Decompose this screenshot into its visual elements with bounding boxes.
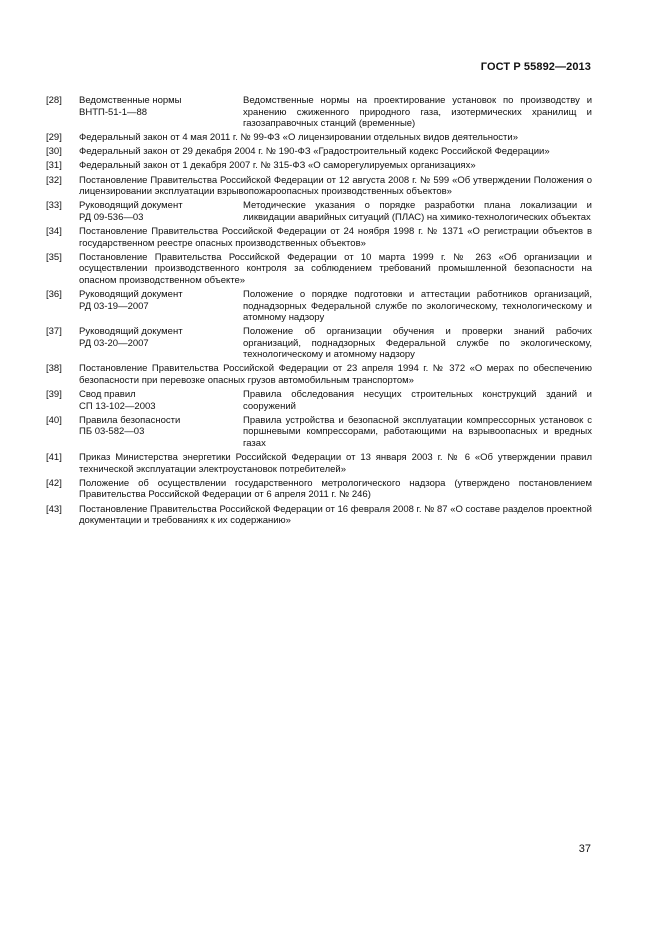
reference-item	[46, 200, 592, 223]
reference-doc-kind: Правила безопасности	[79, 414, 181, 426]
reference-title: Правила обследования несущих строительных конструкций зданий и сооружений	[243, 389, 592, 412]
reference-number: [40]	[46, 414, 62, 426]
reference-doc-type	[79, 326, 243, 361]
bibliography-list	[46, 95, 592, 529]
reference-doc-code: ВНТП-51-1—88	[79, 106, 148, 118]
reference-doc-kind: Ведомственные нормы	[79, 95, 182, 106]
reference-body	[79, 132, 592, 144]
reference-doc-type	[79, 389, 243, 412]
reference-body	[79, 452, 592, 475]
reference-number: [41]	[46, 452, 62, 464]
reference-item	[46, 415, 592, 450]
reference-body	[79, 95, 592, 130]
reference-doc-code: РД 09-536—03	[79, 211, 144, 223]
reference-doc-kind: Руководящий документ	[79, 326, 183, 338]
reference-text: Федеральный закон от 29 декабря 2004 г. № 190-ФЗ «Градостроительный кодекс Российской Федерации»	[79, 146, 550, 158]
reference-body	[79, 289, 592, 324]
reference-item	[46, 226, 592, 249]
reference-number: [30]	[46, 146, 62, 158]
reference-text: Положение об осуществлении государственного метрологического надзора (утверждено постановлением Правительства Российской Федерации от 6 апреля 2011 г. № 246)	[79, 477, 592, 501]
reference-text: Постановление Правительства Российской Федерации от 12 августа 2008 г. № 599 «Об утверждении Положения о лицензировании эксплуатации взрывопожароопасных производственных объектов»	[79, 174, 592, 198]
reference-item	[46, 95, 592, 130]
reference-item	[46, 289, 592, 324]
reference-title: Методические указания о порядке разработки плана локализации и ликвидации аварийных ситуаций (ПЛАС) на химико-технологических объектах	[243, 200, 592, 223]
reference-number: [32]	[46, 174, 62, 186]
reference-number: [31]	[46, 160, 62, 172]
reference-number: [43]	[46, 503, 62, 515]
reference-item	[46, 132, 592, 144]
reference-number: [35]	[46, 251, 62, 263]
reference-body	[79, 415, 592, 450]
reference-item	[46, 160, 592, 172]
reference-text: Постановление Правительства Российской Федерации от 24 ноября 1998 г. № 1371 «О регистрации объектов в государственном реестре опасных производственных объектов»	[79, 225, 592, 249]
reference-title: Положение об организации обучения и проверки знаний рабочих организаций, поднадзорных Федеральной службе по экологическому, технологическому и атомному надзору	[243, 326, 592, 361]
reference-body	[79, 146, 592, 158]
reference-body	[79, 226, 592, 249]
reference-doc-type	[79, 200, 243, 223]
reference-item	[46, 146, 592, 158]
reference-body	[79, 389, 592, 412]
reference-doc-kind: Свод правил	[79, 389, 136, 401]
page-number: 37	[578, 843, 591, 855]
reference-body	[79, 175, 592, 198]
reference-number: [29]	[46, 132, 62, 144]
reference-text: Федеральный закон от 4 мая 2011 г. № 99-ФЗ «О лицензировании отдельных видов деятельности»	[79, 132, 518, 144]
document-header	[481, 61, 591, 73]
document-id: ГОСТ Р 55892—2013	[480, 61, 591, 73]
reference-body	[79, 200, 592, 223]
reference-body	[79, 363, 592, 386]
reference-doc-code: СП 13-102—2003	[79, 400, 156, 412]
reference-body	[79, 504, 592, 527]
reference-item	[46, 452, 592, 475]
reference-item	[46, 389, 592, 412]
reference-item	[46, 175, 592, 198]
reference-item	[46, 478, 592, 501]
reference-body	[79, 160, 592, 172]
reference-number: [33]	[46, 200, 62, 212]
reference-number: [36]	[46, 288, 62, 300]
reference-text: Приказ Министерства энергетики Российской Федерации от 13 января 2003 г. № 6 «Об утверждении правил технической эксплуатации электроустановок потребителей»	[79, 452, 592, 475]
reference-doc-kind: Руководящий документ	[79, 200, 183, 212]
reference-number: [34]	[46, 225, 62, 237]
reference-item	[46, 252, 592, 287]
reference-number: [42]	[46, 477, 62, 489]
reference-title: Правила устройства и безопасной эксплуатации компрессорных установок с поршневыми компрессорами, работающими на взрывоопасных и вредных газах	[243, 414, 592, 450]
reference-item	[46, 363, 592, 386]
reference-title: Ведомственные нормы на проектирование установок по производству и хранению сжиженного природного газа, изотермических хранилищ и газозаправочных станций (временные)	[243, 95, 592, 130]
reference-doc-code: РД 03-19—2007	[79, 300, 149, 312]
reference-doc-kind: Руководящий документ	[79, 288, 183, 300]
reference-doc-type	[79, 289, 243, 324]
reference-body	[79, 478, 592, 501]
reference-text: Постановление Правительства Российской Федерации от 23 апреля 1994 г. № 372 «О мерах по обеспечению безопасности при перевозке опасных грузов автомобильным транспортом»	[79, 363, 592, 387]
reference-body	[79, 326, 592, 361]
reference-body	[79, 252, 592, 287]
reference-title: Положение о порядке подготовки и аттестации работников организаций, поднадзорных Федеральной службе по экологическому, технологическому и атомному надзору	[243, 288, 592, 324]
reference-doc-type	[79, 415, 243, 450]
reference-doc-type	[79, 95, 243, 130]
reference-item	[46, 326, 592, 361]
reference-number: [28]	[46, 95, 62, 106]
reference-item	[46, 504, 592, 527]
reference-doc-code: РД 03-20—2007	[79, 337, 149, 349]
reference-text: Постановление Правительства Российской Федерации от 16 февраля 2008 г. № 87 «О составе разделов проектной документации и требованиях к их содержанию»	[79, 503, 592, 527]
reference-doc-code: ПБ 03-582—03	[79, 426, 145, 438]
reference-number: [38]	[46, 363, 62, 375]
reference-text: Федеральный закон от 1 декабря 2007 г. № 315-ФЗ «О саморегулируемых организациях»	[79, 160, 476, 172]
reference-number: [39]	[46, 389, 62, 401]
reference-text: Постановление Правительства Российской Федерации от 10 марта 1999 г. № 263 «Об организации и осуществлении производственного контроля за соблюдением требований промышленной безопасности на опасном производственном объекте»	[79, 251, 592, 286]
reference-number: [37]	[46, 326, 62, 338]
